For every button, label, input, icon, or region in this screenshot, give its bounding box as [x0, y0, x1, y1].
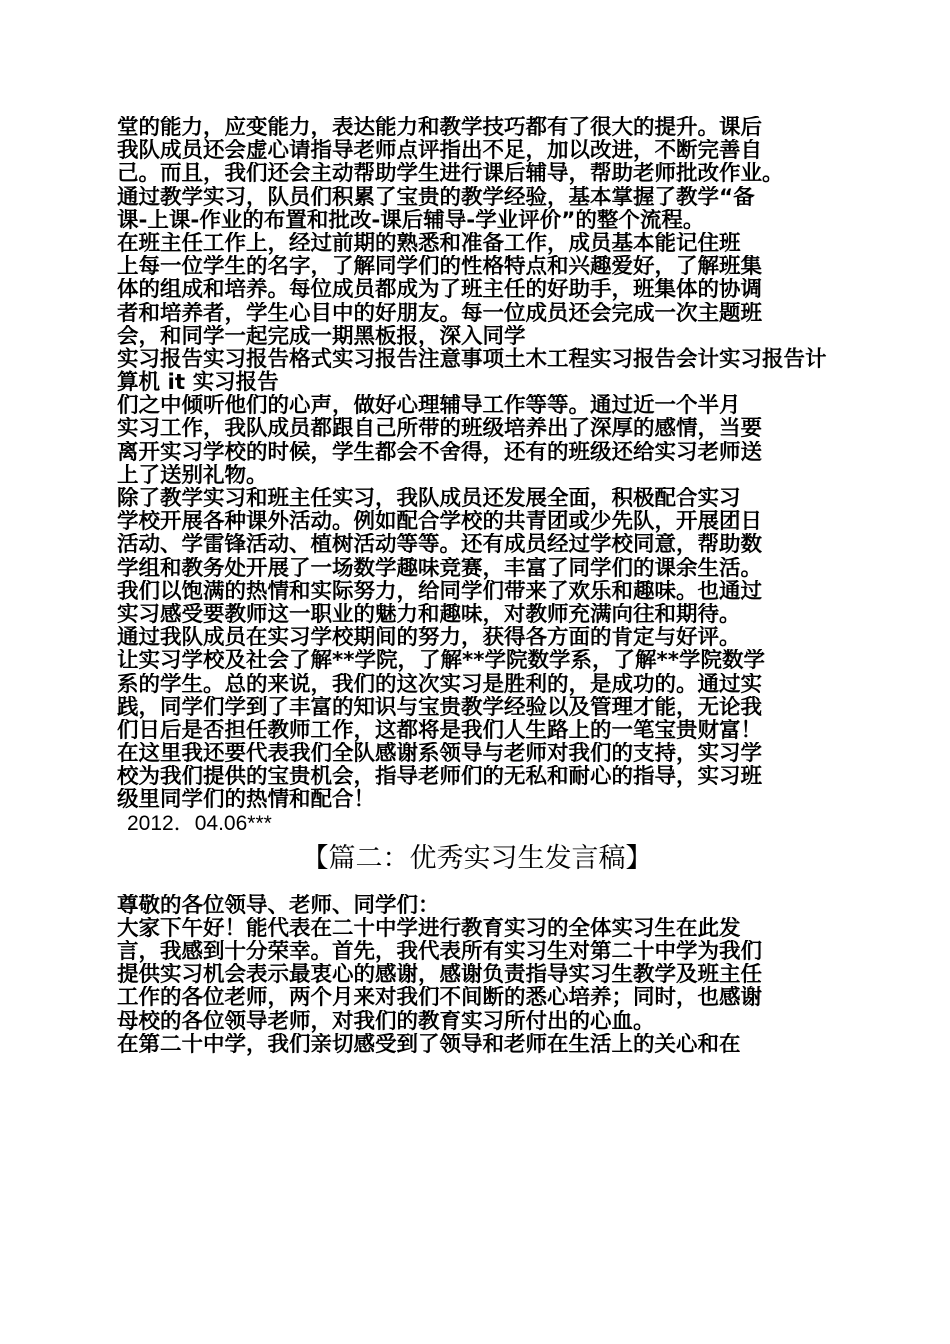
paragraph-line: 让实习学校及社会了解**学院，了解**学院数学系，了解**学院数学 [117, 649, 765, 673]
paragraph-line: 学校开展各种课外活动。例如配合学校的共青团或少先队，开展团日 [117, 510, 763, 534]
paragraph-line: 践，同学们学到了丰富的知识与宝贵教学经验以及管理才能，无论我 [117, 695, 763, 719]
paragraph-line: 己。而且，我们还会主动帮助学生进行课后辅导，帮助老师批改作业。 [117, 162, 784, 186]
section-heading: 【篇二：优秀实习生发言稿】 [301, 842, 653, 874]
paragraph-line: 实习感受要教师这一职业的魅力和趣味，对教师充满向往和期待。 [117, 602, 741, 627]
paragraph-line: 活动、学雷锋活动、植树活动等等。还有成员经过学校同意，帮助数 [117, 533, 763, 557]
paragraph-line: 言，我感到十分荣幸。首先，我代表所有实习生对第二十中学为我们 [117, 940, 763, 964]
paragraph-line: 课-上课-作业的布置和批改-课后辅导-学业评价”的整个流程。 [117, 208, 705, 232]
paragraph-line: 们之中倾听他们的心声，做好心理辅导工作等等。通过近一个半月 [117, 394, 741, 418]
paragraph-line: 在这里我还要代表我们全队感谢系领导与老师对我们的支持，实习学 [117, 742, 763, 766]
paragraph-line: 们日后是否担任教师工作，这都将是我们人生路上的一笔宝贵财富！ [117, 718, 763, 743]
paragraph-line: 上了送别礼物。 [117, 463, 268, 488]
paragraph-line: 通过教学实习，队员们积累了宝贵的教学经验，基本掌握了教学“备 [117, 185, 755, 209]
paragraph-line: 系的学生。总的来说，我们的这次实习是胜利的，是成功的。通过实 [117, 672, 763, 696]
paragraph-line: 会，和同学一起完成一期黑板报，深入同学 [117, 324, 526, 348]
paragraph-line: 除了教学实习和班主任实习，我队成员还发展全面，积极配合实习 [117, 487, 741, 511]
paragraph-line: 校为我们提供的宝贵机会，指导老师们的无私和耐心的指导，实习班 [117, 765, 763, 789]
related-links-text: 实习报告实习报告格式实习报告注意事项土木工程实习报告会计实习报告计算机 it 实习报告 [117, 346, 827, 396]
paragraph-line: 在第二十中学，我们亲切感受到了领导和老师在生活上的关心和在 [117, 1032, 741, 1056]
paragraph-line: 体的组成和培养。每位成员都成为了班主任的好助手，班集体的协调 [117, 278, 763, 302]
salutation-line: 尊敬的各位领导、老师、同学们： [117, 893, 440, 917]
paragraph-line: 我们以饱满的热情和实际努力，给同学们带来了欢乐和趣味。也通过 [117, 579, 763, 603]
paragraph-line: 学组和教务处开展了一场数学趣味竞赛，丰富了同学们的课余生活。 [117, 556, 763, 580]
paragraph-line: 级里同学们的热情和配合！ [117, 788, 376, 812]
paragraph-line: 母校的各位领导老师，对我们的教育实习所付出的心血。 [117, 1009, 655, 1033]
document-page [117, 116, 847, 1056]
paragraph-line: 通过我队成员在实习学校期间的努力，获得各方面的肯定与好评。 [117, 626, 741, 650]
paragraph-line: 离开实习学校的时候，学生都会不舍得，还有的班级还给实习老师送 [117, 440, 763, 464]
paragraph-line: 上每一位学生的名字，了解同学们的性格特点和兴趣爱好，了解班集 [117, 255, 763, 279]
paragraph-line: 大家下午好！能代表在二十中学进行教育实习的全体实习生在此发 [117, 916, 741, 941]
paragraph-line: 者和培养者，学生心目中的好朋友。每一位成员还会完成一次主题班 [117, 301, 763, 325]
paragraph-line: 提供实习机会表示最衷心的感谢，感谢负责指导实习生教学及班主任 [117, 963, 763, 987]
paragraph-line: 在班主任工作上，经过前期的熟悉和准备工作，成员基本能记住班 [117, 231, 741, 256]
report-date: 2012．04.06*** [127, 811, 272, 835]
paragraph-line: 实习工作，我队成员都跟自己所带的班级培养出了深厚的感情，当要 [117, 417, 763, 441]
paragraph-line: 工作的各位老师，两个月来对我们不间断的悉心培养；同时，也感谢 [117, 986, 763, 1010]
paragraph-line: 我队成员还会虚心请指导老师点评指出不足，加以改进，不断完善自 [117, 139, 763, 163]
paragraph-line: 堂的能力，应变能力，表达能力和教学技巧都有了很大的提升。课后 [117, 116, 763, 140]
